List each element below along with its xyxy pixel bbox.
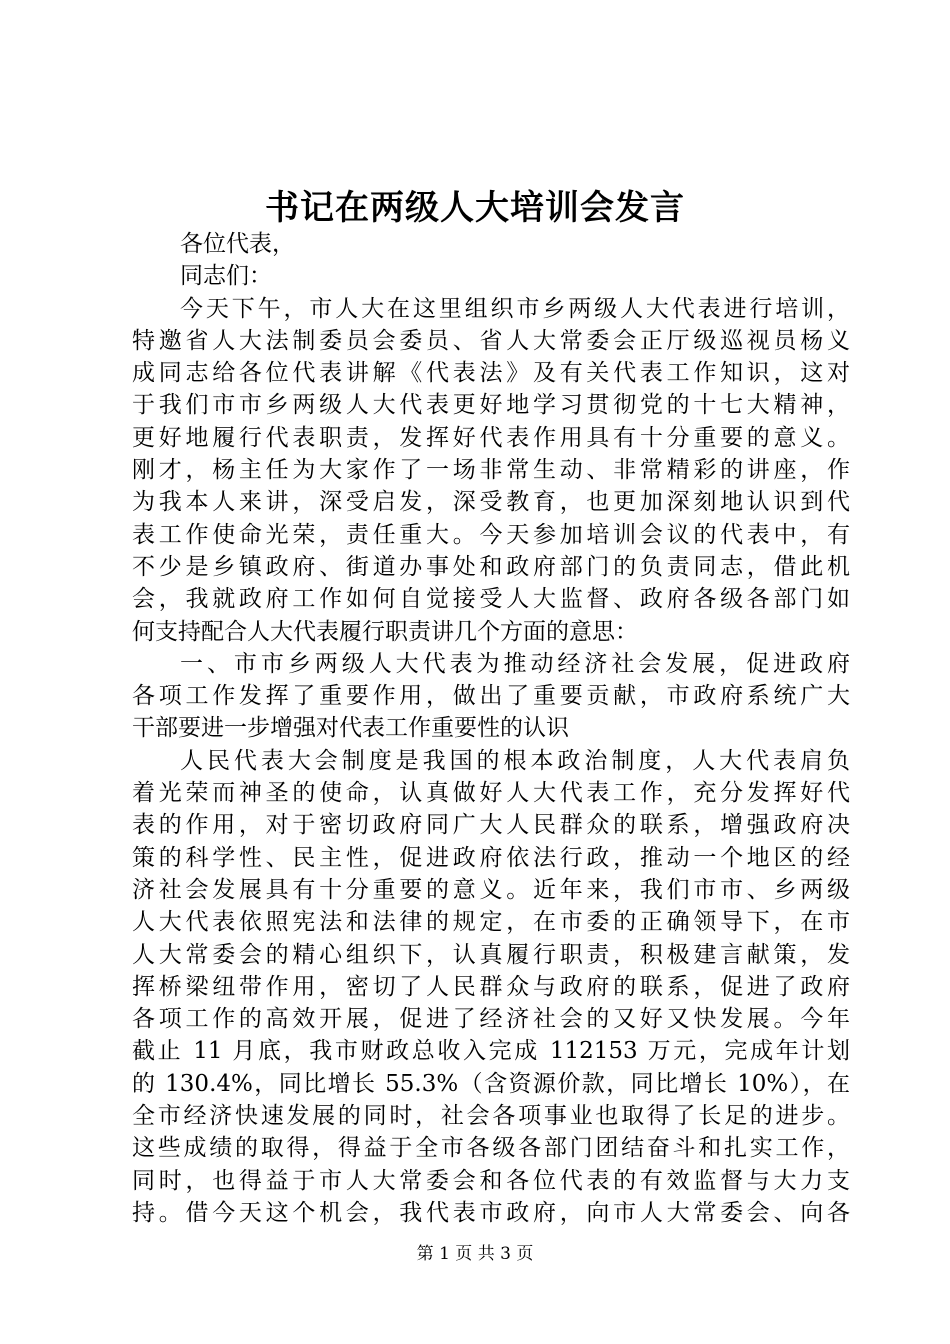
text-line: 人大代表依照宪法和法律的规定，在市委的正确领导下，在市 (132, 909, 850, 936)
text-line: 各位代表， (180, 231, 295, 257)
text-line: 着光荣而神圣的使命，认真做好人大代表工作，充分发挥好代 (132, 780, 850, 807)
text-line: 挥桥梁纽带作用，密切了人民群众与政府的联系，促进了政府 (132, 973, 850, 1000)
text-line: 刚才，杨主任为大家作了一场非常生动、非常精彩的讲座，作 (132, 457, 850, 484)
text-line: 于我们市市乡两级人大代表更好地学习贯彻党的十七大精神， (132, 392, 850, 419)
text-line: 不少是乡镇政府、街道办事处和政府部门的负责同志，借此机 (132, 553, 850, 580)
text-line: 的 130.4%，同比增长 55.3%（含资源价款，同比增长 10%），在 (132, 1070, 850, 1097)
text-line: 干部要进一步增强对代表工作重要性的认识 (132, 715, 569, 742)
text-line: 各项工作的高效开展，促进了经济社会的又好又快发展。今年 (132, 1006, 850, 1033)
text-line: 人大常委会的精心组织下，认真履行职责，积极建言献策，发 (132, 941, 850, 968)
page-footer: 第 1 页 共 3 页 (416, 1244, 534, 1264)
text-line: 策的科学性、民主性，促进政府依法行政，推动一个地区的经 (132, 844, 850, 871)
text-line: 济社会发展具有十分重要的意义。近年来，我们市市、乡两级 (132, 876, 850, 903)
text-line: 这些成绩的取得，得益于全市各级各部门团结奋斗和扎实工作， (132, 1135, 850, 1162)
text-line: 同志们： (180, 263, 272, 290)
text-line: 一、市市乡两级人大代表为推动经济社会发展，促进政府 (180, 650, 850, 677)
text-line: 持。借今天这个机会，我代表市政府，向市人大常委会、向各 (132, 1199, 850, 1226)
text-line: 今天下午，市人大在这里组织市乡两级人大代表进行培训， (180, 295, 850, 322)
text-line: 成同志给各位代表讲解《代表法》及有关代表工作知识，这对 (132, 360, 850, 387)
text-line: 更好地履行代表职责，发挥好代表作用具有十分重要的意义。 (132, 424, 850, 451)
document-title: 书记在两级人大培训会发言 (265, 188, 685, 228)
text-line: 何支持配合人大代表履行职责讲几个方面的意思： (132, 618, 638, 645)
document-body (132, 228, 850, 1229)
text-line: 人民代表大会制度是我国的根本政治制度，人大代表肩负 (180, 747, 850, 774)
text-line: 表工作使命光荣，责任重大。今天参加培训会议的代表中，有 (132, 521, 850, 548)
text-line: 截止 11 月底，我市财政总收入完成 112153 万元，完成年计划 (132, 1038, 850, 1065)
text-line: 为我本人来讲，深受启发，深受教育，也更加深刻地认识到代 (132, 489, 850, 516)
text-line: 表的作用，对于密切政府同广大人民群众的联系，增强政府决 (132, 812, 850, 839)
text-line: 各项工作发挥了重要作用，做出了重要贡献，市政府系统广大 (132, 683, 850, 710)
text-line: 全市经济快速发展的同时，社会各项事业也取得了长足的进步。 (132, 1103, 850, 1130)
text-line: 同时，也得益于市人大常委会和各位代表的有效监督与大力支 (132, 1167, 850, 1194)
text-line: 特邀省人大法制委员会委员、省人大常委会正厅级巡视员杨义 (132, 327, 850, 354)
text-line: 会，我就政府工作如何自觉接受人大监督、政府各级各部门如 (132, 586, 850, 613)
